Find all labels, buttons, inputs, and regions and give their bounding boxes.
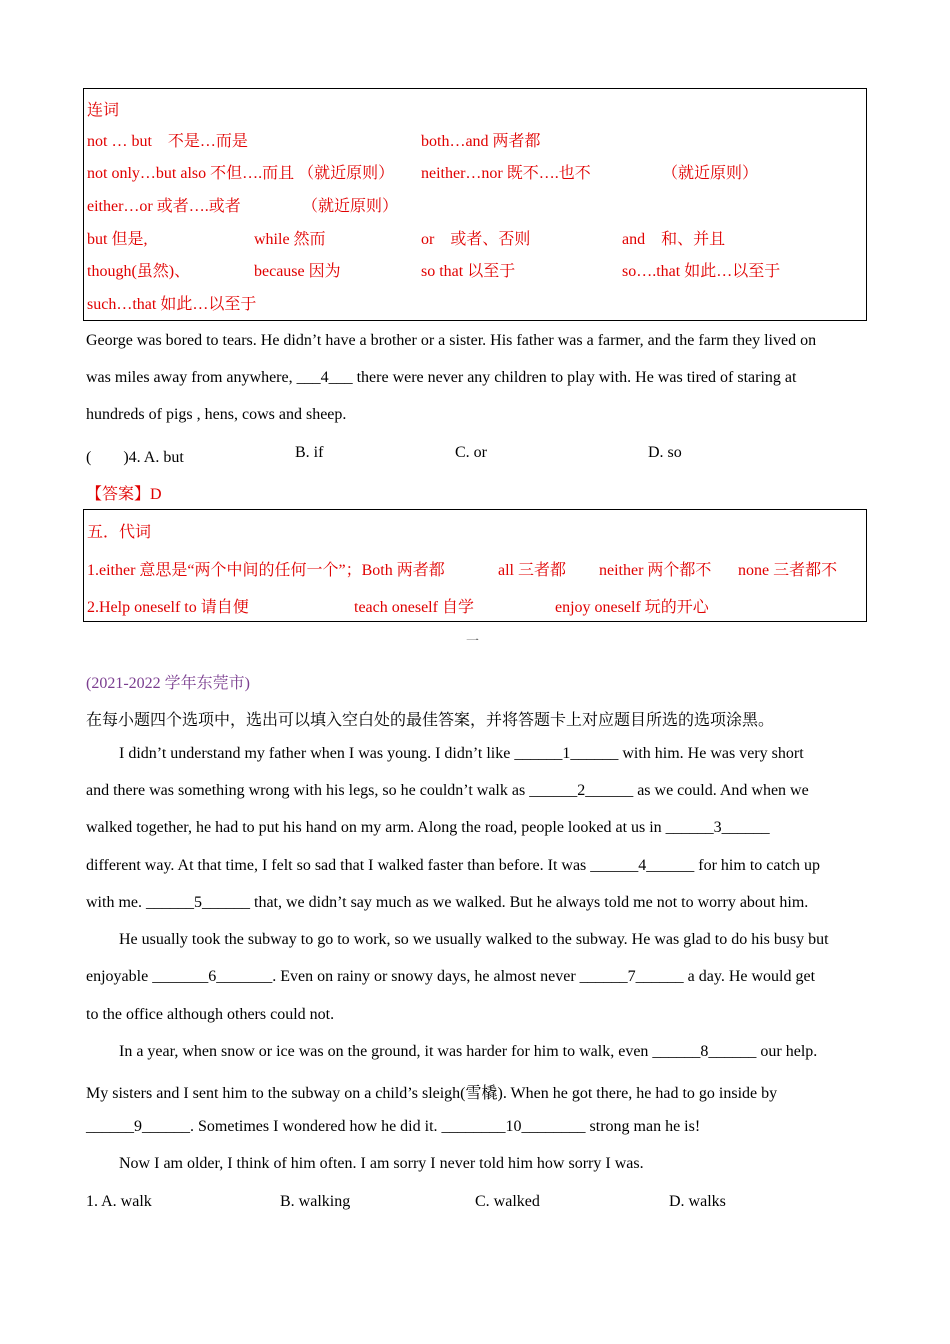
conj-item: so that 以至于 <box>421 263 516 280</box>
conj-item: such…that 如此…以至于 <box>87 296 257 313</box>
option-a: 1. A. walk <box>86 1193 152 1210</box>
passage-line: and there was something wrong with his legs, so he couldn’t walk as ______2______ as we could. And when we <box>86 782 809 799</box>
conj-item: not only…but also 不但….而且 （就近原则） <box>87 165 395 182</box>
option-d: D. so <box>648 444 682 461</box>
conj-item: both…and 两者都 <box>421 133 541 150</box>
passage-line: My sisters and I sent him to the subway on a child’s sleigh(雪橇). When he got there, he had to go inside by <box>86 1085 778 1102</box>
answer <box>86 481 162 504</box>
conj-item: because 因为 <box>254 263 341 280</box>
pronoun-item: 2.Help oneself to 请自便 <box>87 599 249 616</box>
instruction: 在每小题四个选项中，选出可以填入空白处的最佳答案，并将答题卡上对应题目所选的选项涂黑。 <box>86 712 775 729</box>
option-b: B. walking <box>280 1193 351 1210</box>
option-c: C. or <box>455 444 487 461</box>
passage-line: ______9______. Sometimes I wondered how he did it. ________10________ strong man he is! <box>86 1118 701 1135</box>
pronoun-item: none 三者都不 <box>738 562 838 579</box>
pronoun-title: 五．代词 <box>87 524 152 541</box>
answer-label: 【答案】 <box>86 486 151 503</box>
conj-item: neither…nor 既不….也不 <box>421 165 591 182</box>
passage-line: enjoyable _______6_______. Even on rainy or snowy days, he almost never ______7______ a day. He would get <box>86 968 816 985</box>
passage-line: walked together, he had to put his hand on my arm. Along the road, people looked at us in ______3______ <box>86 819 770 836</box>
conj-item: （就近原则） <box>662 165 759 182</box>
option-c: C. walked <box>475 1193 540 1210</box>
passage-line: different way. At that time, I felt so sad that I walked faster than before. It was ______4______ for him to catch up <box>86 857 821 874</box>
conj-item: so….that 如此…以至于 <box>622 263 781 280</box>
passage-line: In a year, when snow or ice was on the ground, it was harder for him to walk, even ______8______ our help. <box>119 1043 818 1060</box>
passage-line: George was bored to tears. He didn’t have a brother or a sister. His father was a farmer, and the farm they lived on <box>86 332 817 349</box>
pronoun-item: all 三者都 <box>498 562 566 579</box>
passage-line: He usually took the subway to go to work, so we usually walked to the subway. He was glad to do his busy but <box>119 931 829 948</box>
conj-item: while 然而 <box>254 231 326 248</box>
conj-item: either…or 或者….或者 <box>87 198 241 215</box>
conj-item: though(虽然)、 <box>87 263 191 280</box>
source-label: (2021-2022 学年东莞市) <box>86 675 250 692</box>
passage-line: Now I am older, I think of him often. I am sorry I never told him how sorry I was. <box>119 1155 644 1172</box>
page-mark: 一 <box>466 633 480 648</box>
pronoun-item: enjoy oneself 玩的开心 <box>555 599 709 616</box>
conj-item: and 和、并且 <box>622 231 726 248</box>
conjunction-title: 连词 <box>87 102 120 119</box>
answer-value: D <box>150 486 162 503</box>
option-b: B. if <box>295 444 324 461</box>
passage-line: was miles away from anywhere, ___4___ there were never any children to play with. He was tired of staring at <box>86 369 797 386</box>
conj-item: or 或者、否则 <box>421 231 531 248</box>
question-stem: ( )4. A. but <box>86 449 184 466</box>
pronoun-item: neither 两个都不 <box>599 562 712 579</box>
option-d: D. walks <box>669 1193 726 1210</box>
passage-line: hundreds of pigs , hens, cows and sheep. <box>86 406 347 423</box>
pronoun-item: 1.either 意思是“两个中间的任何一个”；Both 两者都 <box>87 562 445 579</box>
passage-line: with me. ______5______ that, we didn’t say much as we walked. But he always told me not to worry about him. <box>86 894 809 911</box>
conj-item: but 但是, <box>87 231 148 248</box>
passage-line: I didn’t understand my father when I was young. I didn’t like ______1______ with him. He was very short <box>119 745 804 762</box>
pronoun-item: teach oneself 自学 <box>354 599 474 616</box>
conj-item: not … but 不是…而是 <box>87 133 248 150</box>
conj-item: （就近原则） <box>302 198 399 215</box>
passage-line: to the office although others could not. <box>86 1006 335 1023</box>
